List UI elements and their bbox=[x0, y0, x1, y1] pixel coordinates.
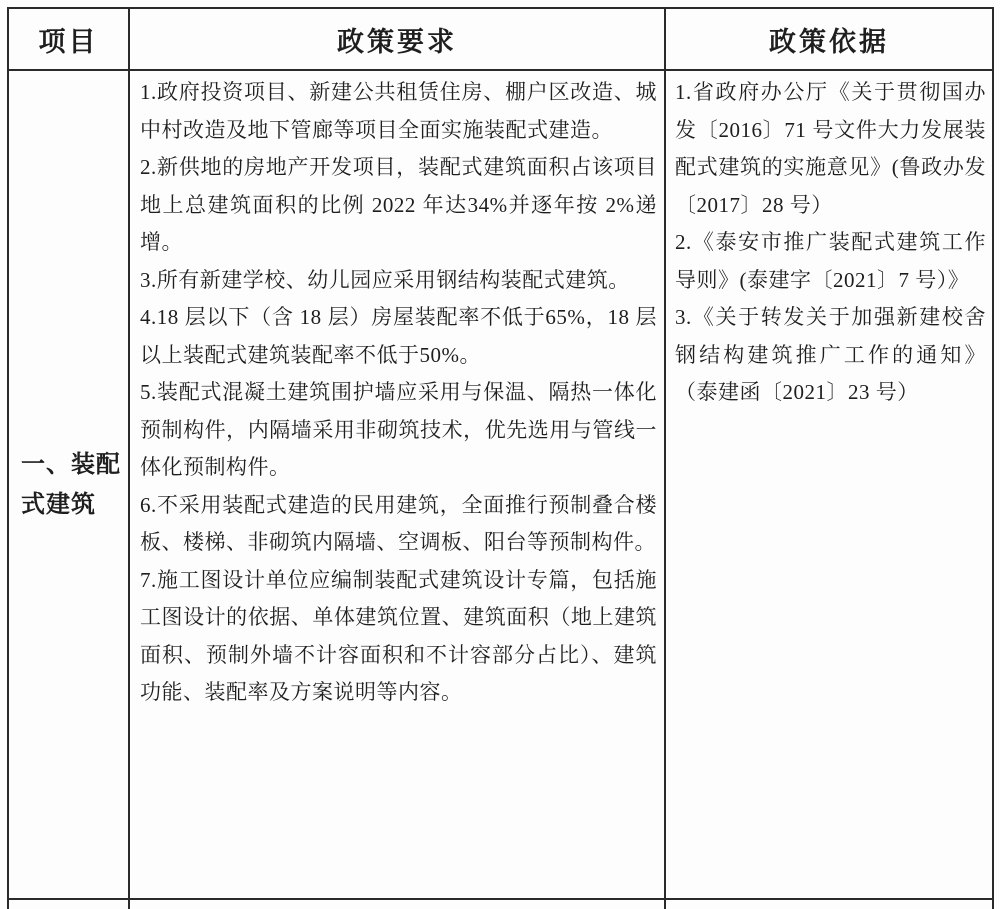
requirements-cell bbox=[129, 70, 665, 899]
policy-item: 4.18 层以下（含 18 层）房屋装配率不低于65%，18 层以上装配式建筑装配率不低于50%。 bbox=[140, 305, 657, 367]
policy-table bbox=[7, 7, 994, 909]
next-row-category-cell bbox=[8, 899, 129, 909]
policy-item: 3.所有新建学校、幼儿园应采用钢结构装配式建筑。 bbox=[140, 267, 630, 292]
header-row bbox=[8, 8, 993, 70]
table-row bbox=[8, 70, 993, 899]
basis-list bbox=[675, 74, 986, 412]
policy-item: 1.省政府办公厅《关于贯彻国办发〔2016〕71 号文件大力发展装配式建筑的实施意见》(鲁政办发〔2017〕28 号） bbox=[675, 80, 986, 217]
next-row-requirements-cell bbox=[129, 899, 665, 909]
policy-item: 2.新供地的房地产开发项目，装配式建筑面积占该项目地上总建筑面积的比例 2022 年达34%并逐年按 2%递增。 bbox=[140, 155, 657, 254]
policy-item: 6.不采用装配式建造的民用建筑，全面推行预制叠合楼板、楼梯、非砌筑内隔墙、空调板、阳台等预制构件。 bbox=[140, 492, 657, 554]
policy-item: 1.政府投资项目、新建公共租赁住房、棚户区改造、城中村改造及地下管廊等项目全面实施装配式建造。 bbox=[140, 80, 657, 142]
policy-item: 5.装配式混凝土建筑围护墙应采用与保温、隔热一体化预制构件，内隔墙采用非砌筑技术，优先选用与管线一体化预制构件。 bbox=[140, 380, 657, 479]
header-cell-project: 项目 bbox=[8, 8, 129, 70]
header-cell-policy-requirements: 政策要求 bbox=[129, 8, 665, 70]
policy-item: 2.《泰安市推广装配式建筑工作导则》(泰建字〔2021〕7 号）》 bbox=[675, 230, 986, 292]
policy-item: 3.《关于转发关于加强新建校舍钢结构建筑推广工作的通知》（泰建函〔2021〕23 号） bbox=[675, 305, 986, 404]
basis-cell bbox=[665, 70, 993, 899]
next-row-clipped bbox=[8, 899, 993, 909]
category-label: 一、装配式建筑 bbox=[21, 451, 121, 518]
requirements-list bbox=[140, 74, 657, 712]
policy-item: 7.施工图设计单位应编制装配式建筑设计专篇，包括施工图设计的依据、单体建筑位置、建筑面积（地上建筑面积、预制外墙不计容面积和不计容部分占比）、建筑功能、装配率及方案说明等内容。 bbox=[140, 567, 657, 704]
header-cell-policy-basis: 政策依据 bbox=[665, 8, 993, 70]
category-cell bbox=[8, 70, 129, 899]
next-row-basis-cell bbox=[665, 899, 993, 909]
